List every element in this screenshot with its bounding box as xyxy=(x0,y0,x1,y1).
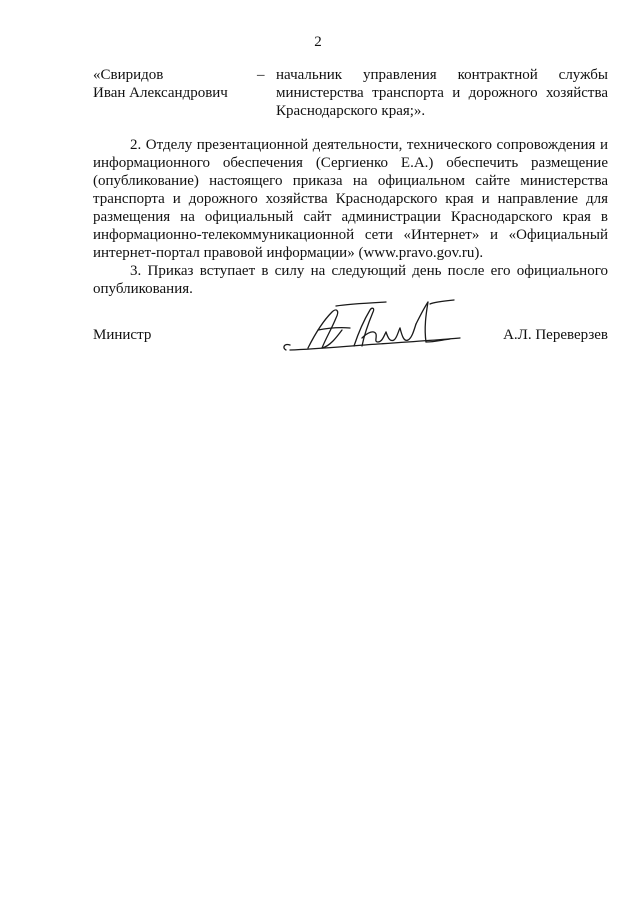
person-name xyxy=(93,66,253,102)
person-role: начальник управления контрактной службы министерства транспорта и дорожного хозяйства Краснодарского края;». xyxy=(276,67,608,119)
order-body xyxy=(93,136,608,298)
paragraph-effective-date: 3. Приказ вступает в силу на следующий день после его официального опубликования. xyxy=(93,263,608,297)
paragraph-publication: 2. Отделу презентационной деятельности, технического сопровождения и информационного обеспечения (Сергиенко Е.А.) обеспечить размещение (опубликование) настоящего приказа на официальном сайте министерства транспорта и дорожного хозяйства Краснодарского края и направление для размещения на официальный сайт администрации Краснодарского края в информационно-телекоммуникационной сети «Интернет» и «Официальный интернет-портал правовой информации» (www.pravo.gov.ru). xyxy=(93,137,608,261)
signature-block xyxy=(93,298,608,358)
handwritten-signature xyxy=(278,298,478,358)
signatory-name: А.Л. Переверзев xyxy=(503,327,608,343)
person-surname: «Свиридов xyxy=(93,67,164,83)
signatory-position: Министр xyxy=(93,327,152,343)
person-given-names: Иван Александрович xyxy=(93,85,228,101)
person-dash: – xyxy=(257,67,265,83)
page-number: 2 xyxy=(314,34,322,50)
